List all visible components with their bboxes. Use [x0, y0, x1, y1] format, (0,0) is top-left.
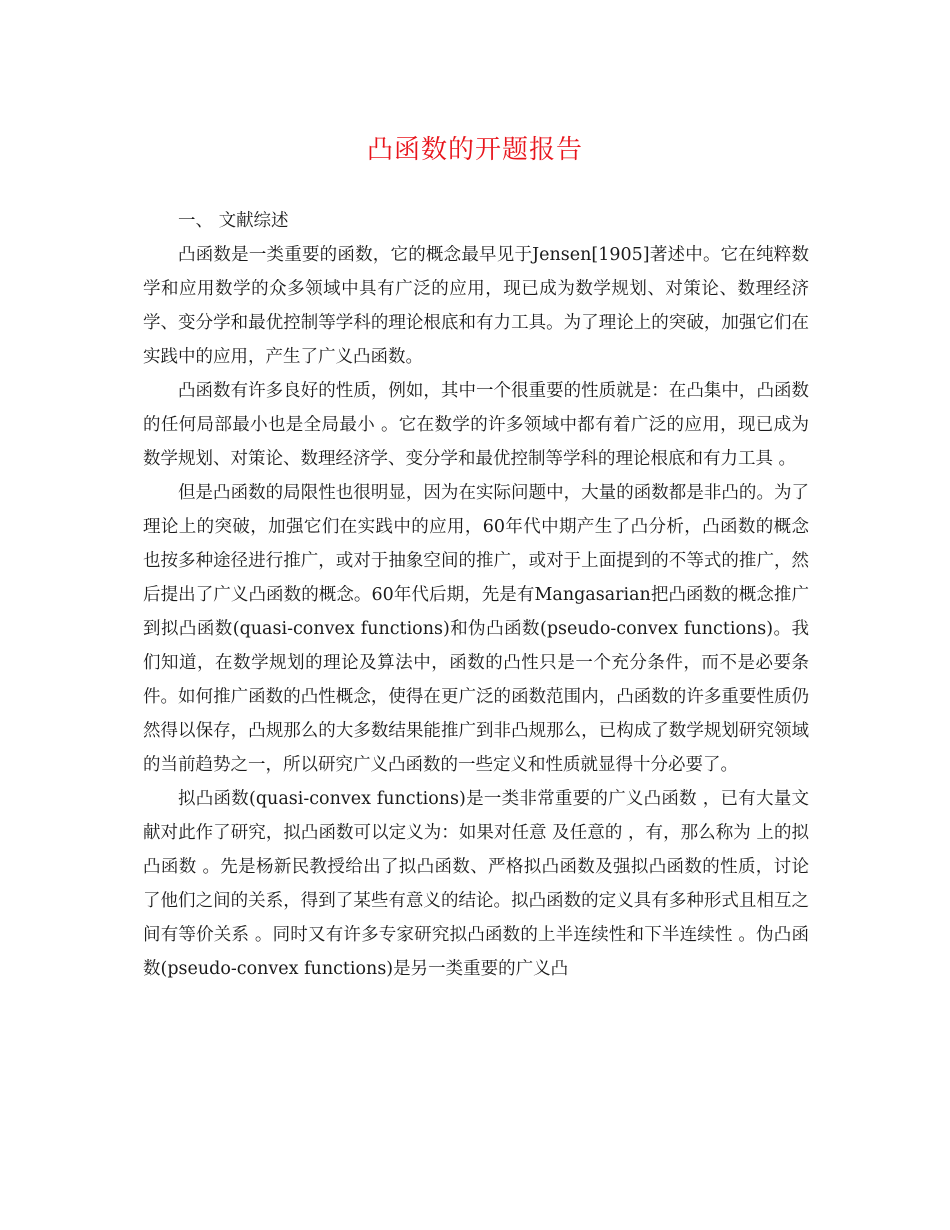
paragraph-4: 拟凸函数(quasi-convex functions)是一类非常重要的广义凸函数 ，已有大量文献对此作了研究，拟凸函数可以定义为：如果对任意 及任意的 ，有，那么称为 上的拟凸函数 。先是杨新民教授给出了拟凸函数、严格拟凸函数及强拟凸函数的性质，讨论了他们之间的关系，得到了某些有意义的结论。拟凸函数的定义具有多种形式且相互之间有等价关系 。同时又有许多专家研究拟凸函数的上半连续性和下半连续性 。伪凸函数(pseudo-convex functions)是另一类重要的广义凸 — [143, 789, 809, 979]
paragraph-2: 凸函数有许多良好的性质，例如，其中一个很重要的性质就是：在凸集中，凸函数的任何局部最小也是全局最小 。它在数学的许多领域中都有着广泛的应用，现已成为数学规划、对策论、数理经济学、变分学和最优控制等学科的理论根底和有力工具 。 — [143, 381, 809, 469]
document-title: 凸函数的开题报告 — [366, 135, 583, 165]
document-body — [143, 204, 809, 986]
paragraph-3: 但是凸函数的局限性也很明显，因为在实际问题中，大量的函数都是非凸的。为了理论上的突破，加强它们在实践中的应用，60年代中期产生了凸分析，凸函数的概念也按多种途径进行推广，或对于抽象空间的推广，或对于上面提到的不等式的推广，然后提出了广义凸函数的概念。60年代后期，先是有Mangasarian把凸函数的概念推广到拟凸函数(quasi-convex functions)和伪凸函数(pseudo-convex functions)。我们知道，在数学规划的理论及算法中，函数的凸性只是一个充分条件，而不是必要条件。如何推广函数的凸性概念，使得在更广泛的函数范围内，凸函数的许多重要性质仍然得以保存，凸规那么的大多数结果能推广到非凸规那么，已构成了数学规划研究领域的当前趋势之一，所以研究广义凸函数的一些定义和性质就显得十分必要了。 — [143, 483, 809, 775]
paragraph-1: 凸函数是一类重要的函数，它的概念最早见于Jensen[1905]著述中。它在纯粹数学和应用数学的众多领域中具有广泛的应用，现已成为数学规划、对策论、数理经济学、变分学和最优控制等学科的理论根底和有力工具。为了理论上的突破，加强它们在实践中的应用，产生了广义凸函数。 — [143, 245, 809, 367]
section-heading: 一、 文献综述 — [178, 211, 289, 231]
